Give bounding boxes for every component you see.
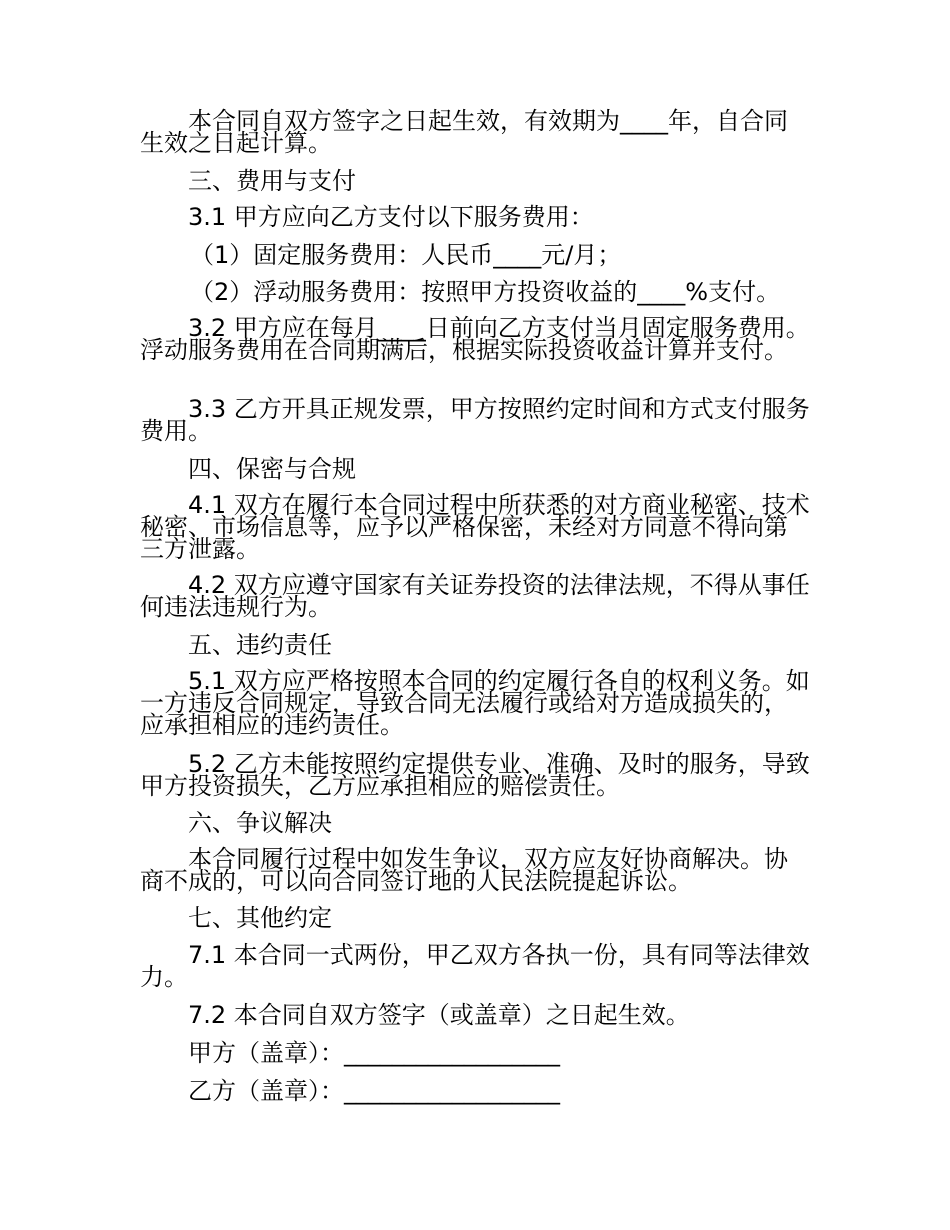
section-heading-confidentiality: 四、保密与合规 <box>188 455 356 483</box>
validity-paragraph: 本合同自双方签字之日起生效，有效期为____年，自合同生效之日起计算。 <box>140 107 788 157</box>
clause-5-1: 5.1 双方应严格按照本合同的约定履行各自的权利义务。如一方违反合同规定，导致合同无法履行或给对方造成损失的，应承担相应的违约责任。 <box>140 667 810 739</box>
clause-3-2: 3.2 甲方应在每月____日前向乙方支付当月固定服务费用。浮动服务费用在合同期满后，根据实际投资收益计算并支付。 <box>140 314 810 364</box>
disputes-paragraph: 本合同履行过程中如发生争议，双方应友好协商解决。协商不成的，可以向合同签订地的人民法院提起诉讼。 <box>140 845 788 895</box>
clause-7-1: 7.1 本合同一式两份，甲乙双方各执一份，具有同等法律效力。 <box>140 941 810 991</box>
section-heading-other: 七、其他约定 <box>188 904 332 932</box>
clause-3-1: 3.1 甲方应向乙方支付以下服务费用： <box>188 203 594 231</box>
signature-party-b: 乙方（盖章）：__________________ <box>188 1077 560 1105</box>
section-heading-disputes: 六、争议解决 <box>188 809 332 837</box>
clause-7-2: 7.2 本合同自双方签字（或盖章）之日起生效。 <box>188 1001 690 1029</box>
clause-4-2: 4.2 双方应遵守国家有关证券投资的法律法规，不得从事任何违法违规行为。 <box>140 571 810 621</box>
section-heading-fees: 三、费用与支付 <box>188 167 356 195</box>
clause-3-1-item-1: （1）固定服务费用：人民币____元/月； <box>190 241 622 269</box>
signature-party-a: 甲方（盖章）：__________________ <box>188 1039 560 1067</box>
clause-4-1: 4.1 双方在履行本合同过程中所获悉的对方商业秘密、技术秘密、市场信息等，应予以严格保密，未经对方同意不得向第三方泄露。 <box>140 491 810 563</box>
clause-3-3: 3.3 乙方开具正规发票，甲方按照约定时间和方式支付服务费用。 <box>140 395 810 445</box>
clause-5-2: 5.2 乙方未能按照约定提供专业、准确、及时的服务，导致甲方投资损失，乙方应承担相应的赔偿责任。 <box>140 750 810 800</box>
section-heading-liability: 五、违约责任 <box>188 631 332 659</box>
clause-3-1-item-2: （2）浮动服务费用：按照甲方投资收益的____%支付。 <box>190 278 781 306</box>
